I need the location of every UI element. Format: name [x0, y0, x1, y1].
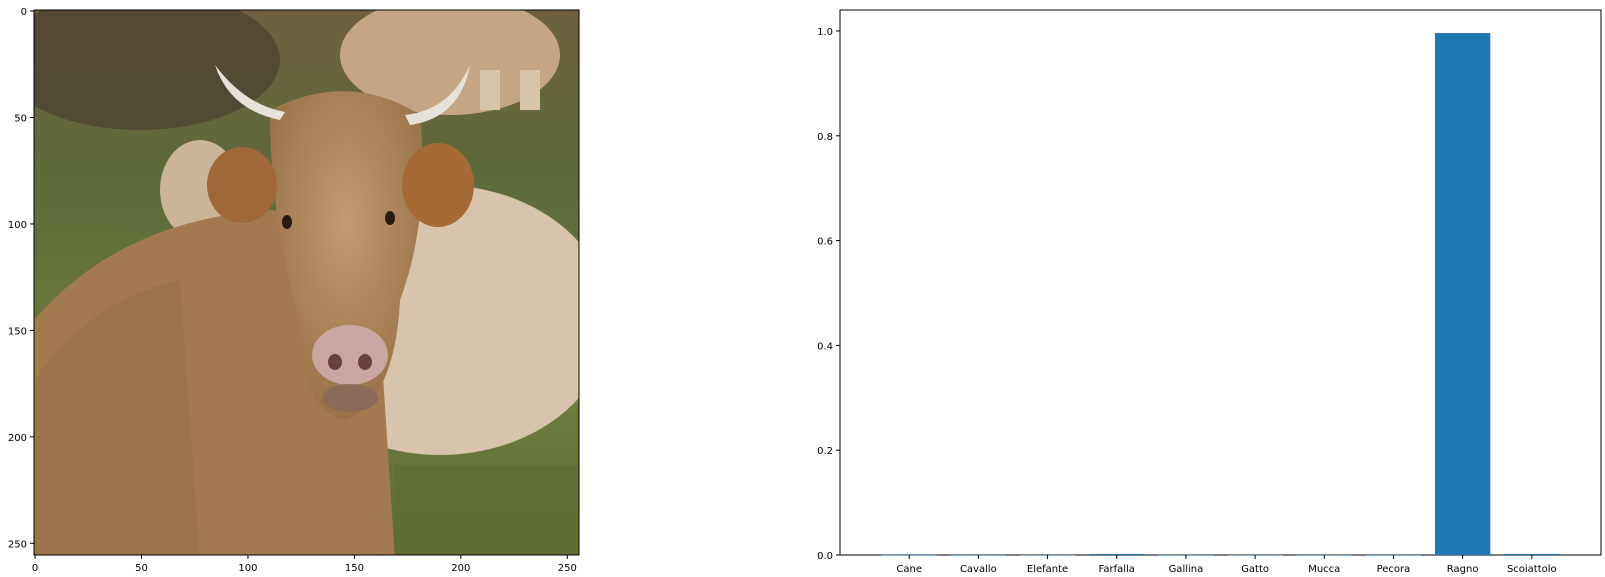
bar-x-ticks — [896, 555, 1556, 575]
image-x-ticks — [32, 555, 577, 574]
bar-y-tick-label: 0.2 — [817, 446, 833, 458]
bar-y-tick-label: 0.6 — [817, 236, 833, 248]
bar-x-tick-label: Pecora — [1376, 564, 1411, 575]
cow-photo — [0, 0, 610, 560]
bar-x-tick-label: Gatto — [1241, 564, 1270, 575]
image-axes — [0, 0, 610, 574]
bar-y-tick-label: 0.4 — [817, 341, 833, 353]
image-x-tick-label: 200 — [451, 563, 471, 574]
bar-y-tick-label: 1.0 — [817, 26, 833, 38]
image-y-tick-label: 100 — [7, 219, 27, 231]
bar-x-tick-label: Ragno — [1446, 564, 1479, 575]
image-y-tick-label: 0 — [20, 7, 27, 19]
image-x-tick-label: 250 — [557, 563, 577, 574]
bar-y-tick-label: 0.0 — [817, 551, 833, 562]
bar-x-tick-label: Scoiattolo — [1506, 564, 1557, 575]
image-y-ticks — [8, 7, 34, 550]
bar-y-ticks — [817, 27, 840, 562]
bar-x-tick-label: Cavallo — [959, 564, 997, 575]
bar-farfalla — [1089, 554, 1144, 555]
image-x-tick-label: 50 — [135, 563, 148, 574]
bar-x-tick-label: Elefante — [1026, 564, 1069, 575]
image-y-tick-label: 200 — [7, 432, 27, 444]
image-x-tick-label: 0 — [31, 563, 39, 574]
image-y-tick-label: 250 — [7, 539, 27, 551]
bar-x-tick-label: Gallina — [1168, 564, 1204, 575]
bar-scoiattolo — [1504, 554, 1559, 555]
image-x-tick-label: 150 — [344, 563, 364, 574]
bar-ragno — [1435, 33, 1490, 555]
bar-x-tick-label: Cane — [896, 564, 922, 575]
bar-x-tick-label: Farfalla — [1098, 564, 1135, 575]
image-x-tick-label: 100 — [238, 563, 258, 574]
bar-x-tick-label: Mucca — [1308, 564, 1341, 575]
bar-y-tick-label: 0.8 — [817, 131, 833, 143]
image-y-tick-label: 50 — [14, 113, 27, 125]
bar-chart-axes — [817, 10, 1601, 575]
image-y-tick-label: 150 — [7, 326, 27, 338]
